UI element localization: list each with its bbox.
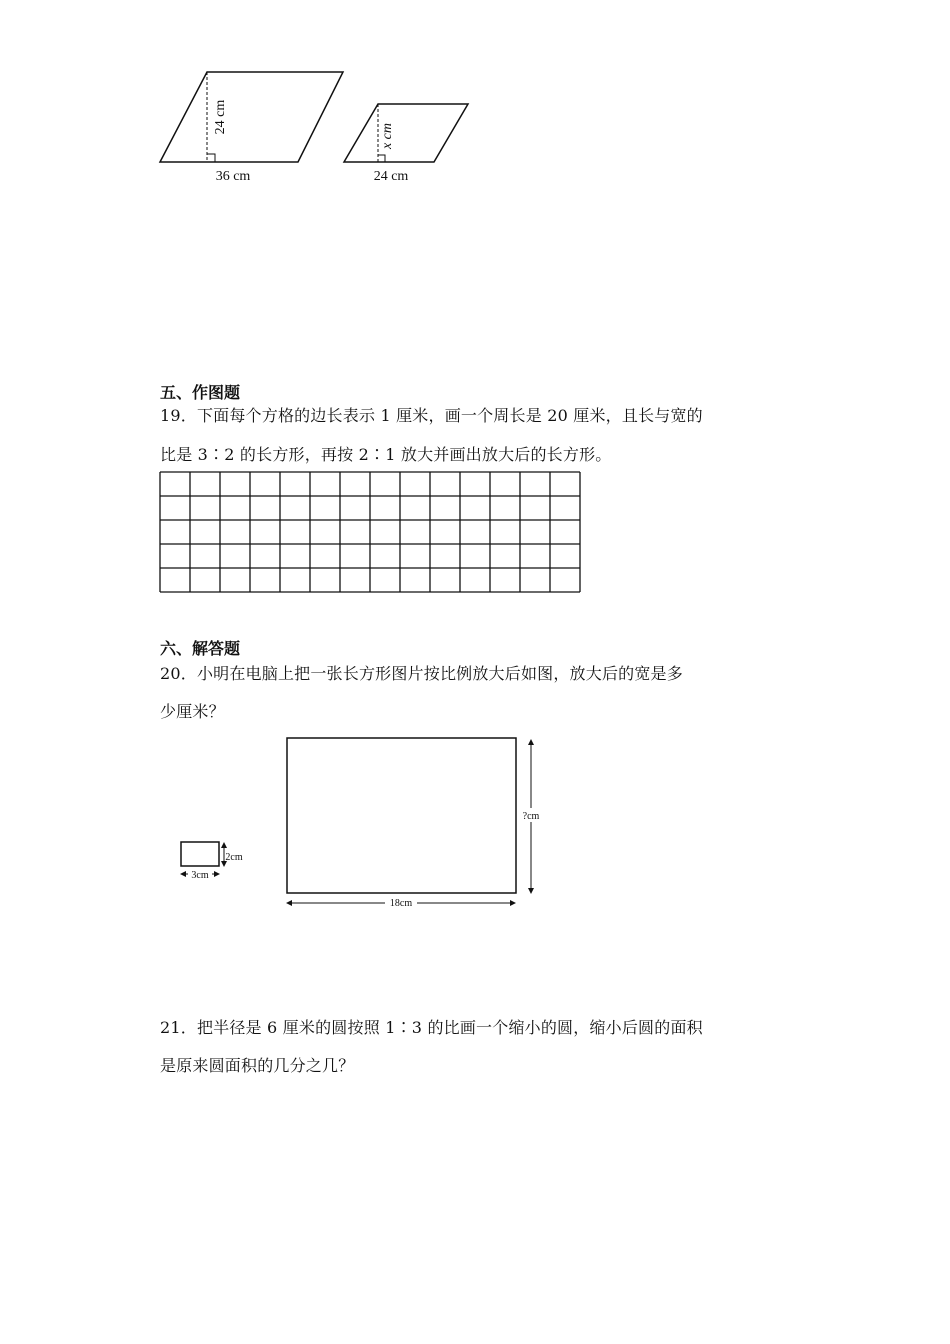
rectangle-figure (0, 720, 950, 920)
parallelogram-small (344, 104, 468, 162)
parallelogram-large-base-label: 36 cm (215, 169, 251, 184)
section-5-title: 五、作图题 (160, 383, 241, 402)
small-rectangle-height-label: 2cm (225, 852, 243, 863)
drawing-grid (158, 470, 582, 594)
small-rectangle (181, 842, 219, 866)
question-19-line-1: 19．下面每个方格的边长表示 1 厘米，画一个周长是 20 厘米，且长与宽的 (160, 406, 703, 425)
question-19-line-2: 比是 3∶2 的长方形，再按 2∶1 放大并画出放大后的长方形。 (160, 445, 612, 464)
big-rectangle-width-label: 18cm (389, 898, 413, 909)
parallelogram-figure (0, 0, 950, 200)
question-20-line-1: 20．小明在电脑上把一张长方形图片按比例放大后如图，放大后的宽是多 (160, 664, 683, 683)
question-20-line-2: 少厘米？ (160, 702, 225, 721)
big-rectangle-height-label: ?cm (522, 811, 540, 822)
parallelogram-large (160, 72, 343, 162)
question-21-line-1: 21．把半径是 6 厘米的圆按照 1∶3 的比画一个缩小的圆，缩小后圆的面积 (160, 1018, 703, 1037)
section-6-title: 六、解答题 (160, 639, 241, 658)
right-angle-mark (207, 154, 215, 162)
parallelogram-small-height-label: x cm (380, 122, 395, 150)
question-21-line-2: 是原来圆面积的几分之几？ (160, 1056, 355, 1075)
big-rectangle (287, 738, 516, 893)
parallelogram-large-height-label: 24 cm (213, 99, 228, 135)
right-angle-mark (378, 155, 385, 162)
small-rectangle-width-label: 3cm (191, 870, 209, 881)
parallelogram-small-base-label: 24 cm (373, 169, 409, 184)
